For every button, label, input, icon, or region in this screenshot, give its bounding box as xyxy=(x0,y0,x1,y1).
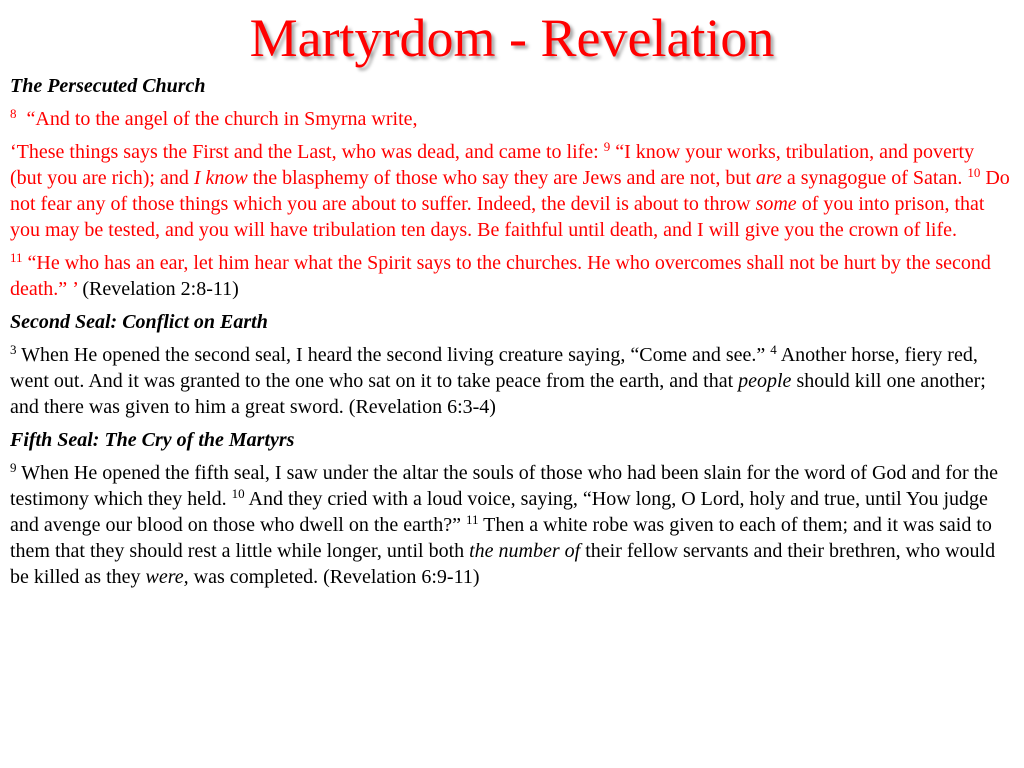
verse-text: “He who has an ear, let him hear what the Spirit says to the churches. He who overcomes shall not be hurt by the second death.” ’ xyxy=(10,252,991,300)
verse-number: 9 xyxy=(603,139,611,154)
verse-text: “I know your works, tribulation, and poverty (but you are rich); and xyxy=(10,141,975,189)
section-heading-second-seal: Second Seal: Conflict on Earth xyxy=(10,311,268,333)
verse-paragraph-6-3-4 xyxy=(10,342,1010,420)
verse-number: 4 xyxy=(770,342,777,357)
verse-paragraph-2-8 xyxy=(10,106,1010,132)
verse-text: their fellow servants and their brethren, who would be killed as they xyxy=(10,540,996,588)
italic-text: were, xyxy=(145,566,189,588)
verse-text: ‘These things says the First and the Last, who was dead, and came to life: xyxy=(10,141,604,163)
italic-text: some xyxy=(755,193,797,215)
verse-text: was completed. (Revelation 6:9-11) xyxy=(188,566,480,588)
verse-number: 3 xyxy=(10,342,17,357)
verse-text: Do not fear any of those things which you are about to suffer. Indeed, the devil is about to throw xyxy=(10,167,1010,215)
verse-text: When He opened the fifth seal, I saw under the altar the souls of those who had been slain for the word of God and for the testimony which they held. xyxy=(10,462,999,510)
verse-text: And they cried with a loud voice, saying, “How long, O Lord, holy and true, until You judge and avenge our blood on those who dwell on the earth?” xyxy=(10,488,988,536)
verse-text: Then a white robe was given to each of them; and it was said to them that they should rest a little while longer, until both xyxy=(10,514,992,562)
scripture-reference: (Revelation 2:8-11) xyxy=(77,278,239,300)
section-heading-persecuted-church: The Persecuted Church xyxy=(10,75,206,97)
verse-text: the blasphemy of those who say they are Jews and are not, but xyxy=(247,167,756,189)
verse-text: a synagogue of Satan. xyxy=(781,167,968,189)
verse-text: of you into prison, that you may be tested, and you will have tribulation ten days. Be faithful until death, and I will give you the crown of life. xyxy=(10,193,985,241)
verse-paragraph-2-11 xyxy=(10,250,1010,302)
italic-text: I know xyxy=(193,167,248,189)
verse-paragraph-2-9-10 xyxy=(10,139,1010,243)
section-heading-fifth-seal: Fifth Seal: The Cry of the Martyrs xyxy=(10,429,295,451)
verse-text: Another horse, fiery red, went out. And it was granted to the one who sat on it to take peace from the earth, and that xyxy=(10,344,978,392)
slide-content xyxy=(10,73,1010,597)
verse-number: 11 xyxy=(10,250,23,265)
verse-number: 9 xyxy=(10,460,17,475)
slide-title: Martyrdom - Revelation xyxy=(249,8,775,68)
verse-number: 8 xyxy=(10,106,17,121)
verse-number: 11 xyxy=(465,512,479,527)
verse-paragraph-6-9-11 xyxy=(10,460,1010,590)
verse-text: “And to the angel of the church in Smyrna write, xyxy=(26,108,418,130)
verse-text: When He opened the second seal, I heard the second living creature saying, “Come and see.” xyxy=(16,344,771,366)
italic-text: people xyxy=(738,370,792,392)
verse-number: 10 xyxy=(967,165,981,180)
italic-text: are xyxy=(755,167,782,189)
italic-text: the number of xyxy=(469,540,581,562)
verse-text: should kill one another; and there was given to him a great sword. (Revelation 6:3-4) xyxy=(10,370,986,418)
verse-number: 10 xyxy=(231,486,245,501)
